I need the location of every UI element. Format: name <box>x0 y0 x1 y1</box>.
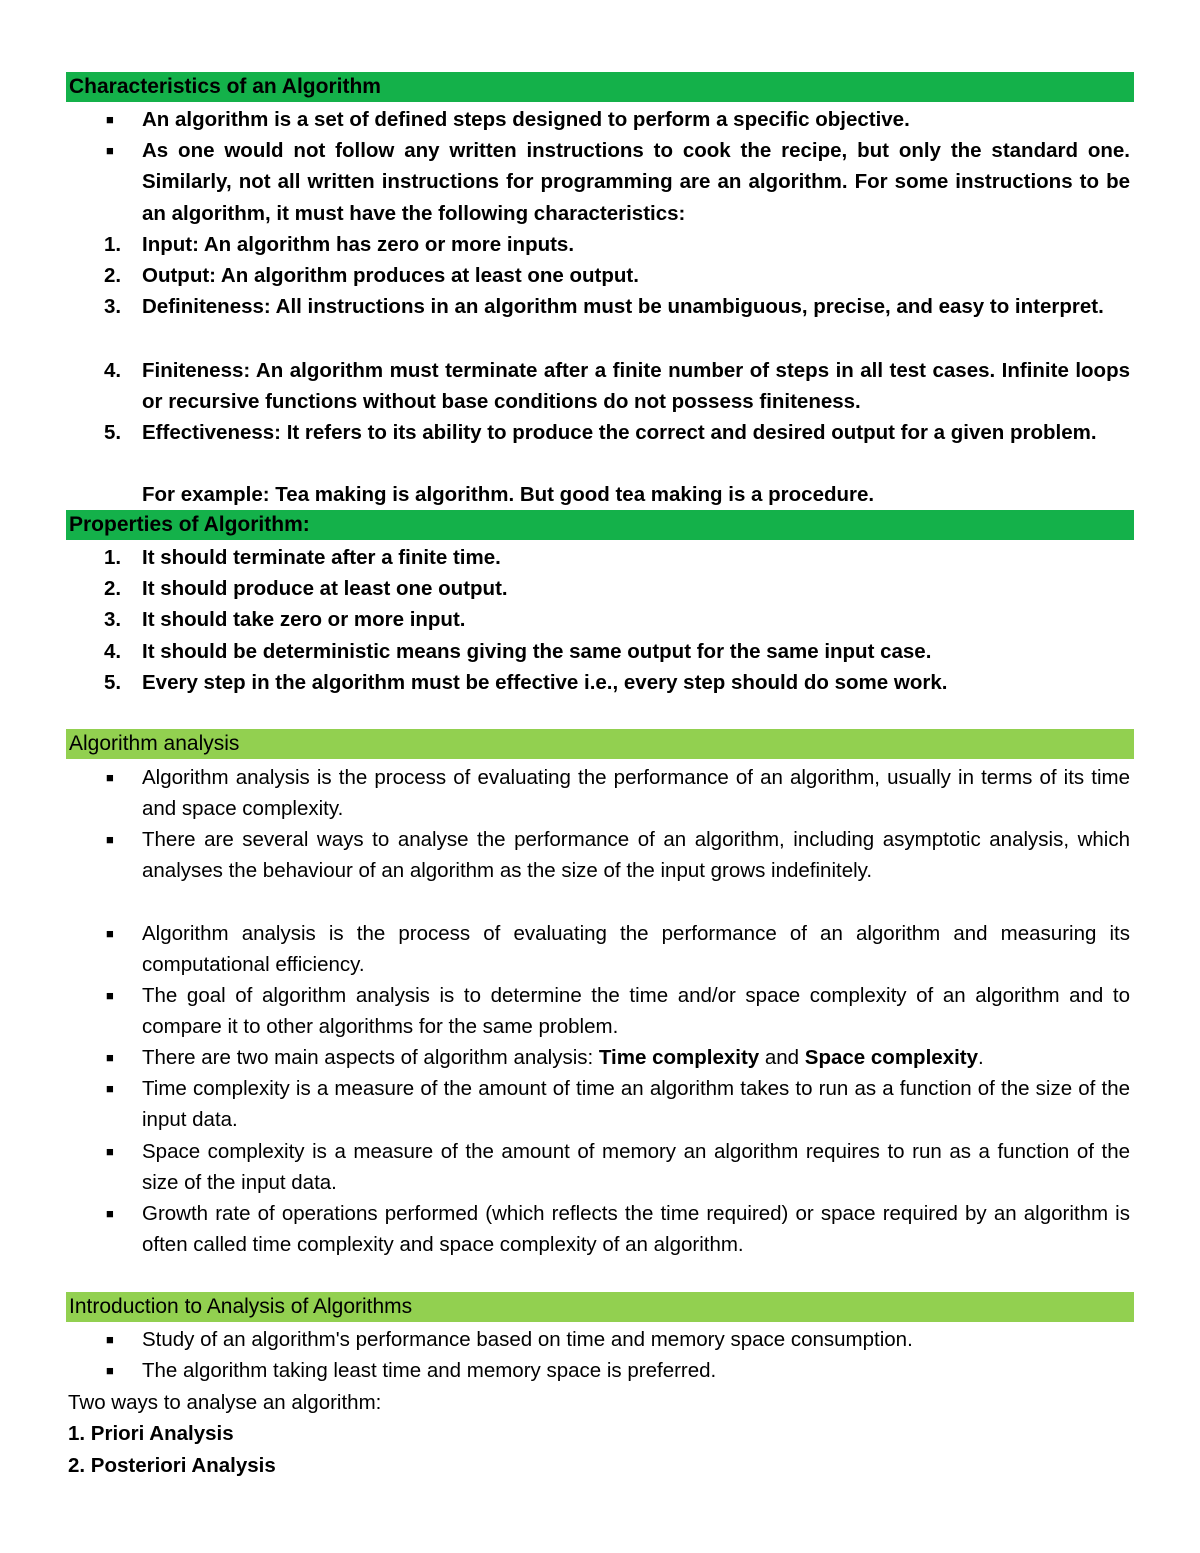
list-number: 5. <box>104 671 122 694</box>
list-number: 1. <box>104 233 122 256</box>
section-header-properties: Properties of Algorithm: <box>66 510 1134 540</box>
list-item-text: The goal of algorithm analysis is to determine the time and/or space complexity of an algorithm and to compare it to other algorithms for the same problem. <box>142 984 1130 1039</box>
list-item <box>66 1198 1130 1261</box>
list-item-text: An algorithm is a set of defined steps designed to perform a specific objective. <box>142 108 910 131</box>
list-number: 1. <box>104 546 122 569</box>
aspects-prefix: There are two main aspects of algorithm analysis: <box>142 1046 599 1069</box>
bullet-icon: ■ <box>106 1332 114 1347</box>
list-item-text: Algorithm analysis is the process of evaluating the performance of an algorithm, usually in terms of its time and space complexity. <box>142 766 1130 821</box>
list-number: 4. <box>104 640 122 663</box>
list-item <box>66 1324 1130 1355</box>
list-item-text: It should take zero or more input. <box>142 608 466 631</box>
list-item <box>66 1073 1130 1136</box>
bullet-icon: ■ <box>106 988 114 1003</box>
bullet-icon: ■ <box>106 1050 114 1065</box>
bullet-icon: ■ <box>106 143 114 158</box>
way-priori: 1. Priori Analysis <box>68 1422 234 1445</box>
list-number: 2. <box>104 577 122 600</box>
list-item-text: There are several ways to analyse the performance of an algorithm, including asymptotic analysis, which analyses the behaviour of an algorithm as the size of the input grows indefinitely. <box>142 828 1130 883</box>
list-item-text: The algorithm taking least time and memory space is preferred. <box>142 1359 717 1382</box>
bullet-icon: ■ <box>106 832 114 847</box>
list-item-text: Growth rate of operations performed (which reflects the time required) or space required by an algorithm is often called time complexity and space complexity of an algorithm. <box>142 1202 1130 1257</box>
list-item <box>66 667 1130 698</box>
list-item <box>66 355 1130 418</box>
list-item-text: Study of an algorithm's performance based on time and memory space consumption. <box>142 1328 913 1351</box>
time-complexity-term: Time complexity <box>598 1046 760 1069</box>
example-text <box>66 479 1130 510</box>
bullet-icon: ■ <box>106 1206 114 1221</box>
space-complexity-term: Space complexity <box>804 1046 978 1069</box>
example-text-content: For example: Tea making is algorithm. But good tea making is a procedure. <box>142 483 875 506</box>
list-item-text: It should produce at least one output. <box>142 577 508 600</box>
list-number: 4. <box>104 359 122 382</box>
list-item <box>66 636 1130 667</box>
list-item-text: Space complexity is a measure of the amount of memory an algorithm requires to run as a function of the size of the input data. <box>142 1140 1130 1195</box>
list-item <box>66 1355 1130 1386</box>
list-item-text: Finiteness: An algorithm must terminate after a finite number of steps in all test cases. Infinite loops or recursive functions without base conditions do not possess finiteness. <box>142 359 1130 414</box>
list-item-text: Time complexity is a measure of the amount of time an algorithm takes to run as a function of the size of the input data. <box>142 1077 1130 1132</box>
list-item <box>66 573 1130 604</box>
section-header-introduction: Introduction to Analysis of Algorithms <box>66 1292 1134 1322</box>
list-item <box>66 542 1130 573</box>
list-item-text: It should be deterministic means giving the same output for the same input case. <box>142 640 932 663</box>
list-item-text: Definiteness: All instructions in an algorithm must be unambiguous, precise, and easy to interpret. <box>142 295 1104 318</box>
bullet-icon: ■ <box>106 926 114 941</box>
section-header-algorithm-analysis: Algorithm analysis <box>66 729 1134 759</box>
list-item <box>66 229 1130 260</box>
list-item <box>66 260 1130 291</box>
aspects-middle: and <box>759 1046 805 1069</box>
list-item-text: As one would not follow any written instructions to cook the recipe, but only the standard one. Similarly, not all written instructions for programming are an algorithm. For some instructions to be an algorithm, it must have the following characteristics: <box>142 139 1130 225</box>
bullet-icon: ■ <box>106 1081 114 1096</box>
list-item-text: Effectiveness: It refers to its ability to produce the correct and desired output for a given problem. <box>142 421 1097 444</box>
ways-intro: Two ways to analyse an algorithm: <box>68 1391 382 1414</box>
list-item <box>66 980 1130 1043</box>
way-posteriori: 2. Posteriori Analysis <box>68 1454 276 1477</box>
bullet-icon: ■ <box>106 1144 114 1159</box>
list-item-text: Input: An algorithm has zero or more inputs. <box>142 233 575 256</box>
list-item <box>66 417 1130 448</box>
list-item <box>66 135 1130 229</box>
section-header-characteristics: Characteristics of an Algorithm <box>66 72 1134 102</box>
list-item <box>66 824 1130 887</box>
list-item-text: Output: An algorithm produces at least one output. <box>142 264 639 287</box>
list-item <box>66 604 1130 635</box>
list-item <box>66 1042 1130 1073</box>
list-item-text <box>142 1042 1130 1073</box>
list-item <box>66 104 1130 135</box>
bullet-icon: ■ <box>106 1363 114 1378</box>
bullet-icon: ■ <box>106 770 114 785</box>
list-item <box>66 291 1130 322</box>
list-item <box>66 762 1130 825</box>
list-item-text: Algorithm analysis is the process of evaluating the performance of an algorithm and measuring its computational efficiency. <box>142 922 1130 977</box>
list-number: 3. <box>104 295 122 318</box>
list-item-text: Every step in the algorithm must be effective i.e., every step should do some work. <box>142 671 948 694</box>
list-number: 3. <box>104 608 122 631</box>
list-item <box>66 1136 1130 1199</box>
aspects-suffix: . <box>978 1046 984 1069</box>
list-number: 5. <box>104 421 122 444</box>
list-number: 2. <box>104 264 122 287</box>
list-item <box>66 918 1130 981</box>
bullet-icon: ■ <box>106 112 114 127</box>
list-item-text: It should terminate after a finite time. <box>142 546 501 569</box>
